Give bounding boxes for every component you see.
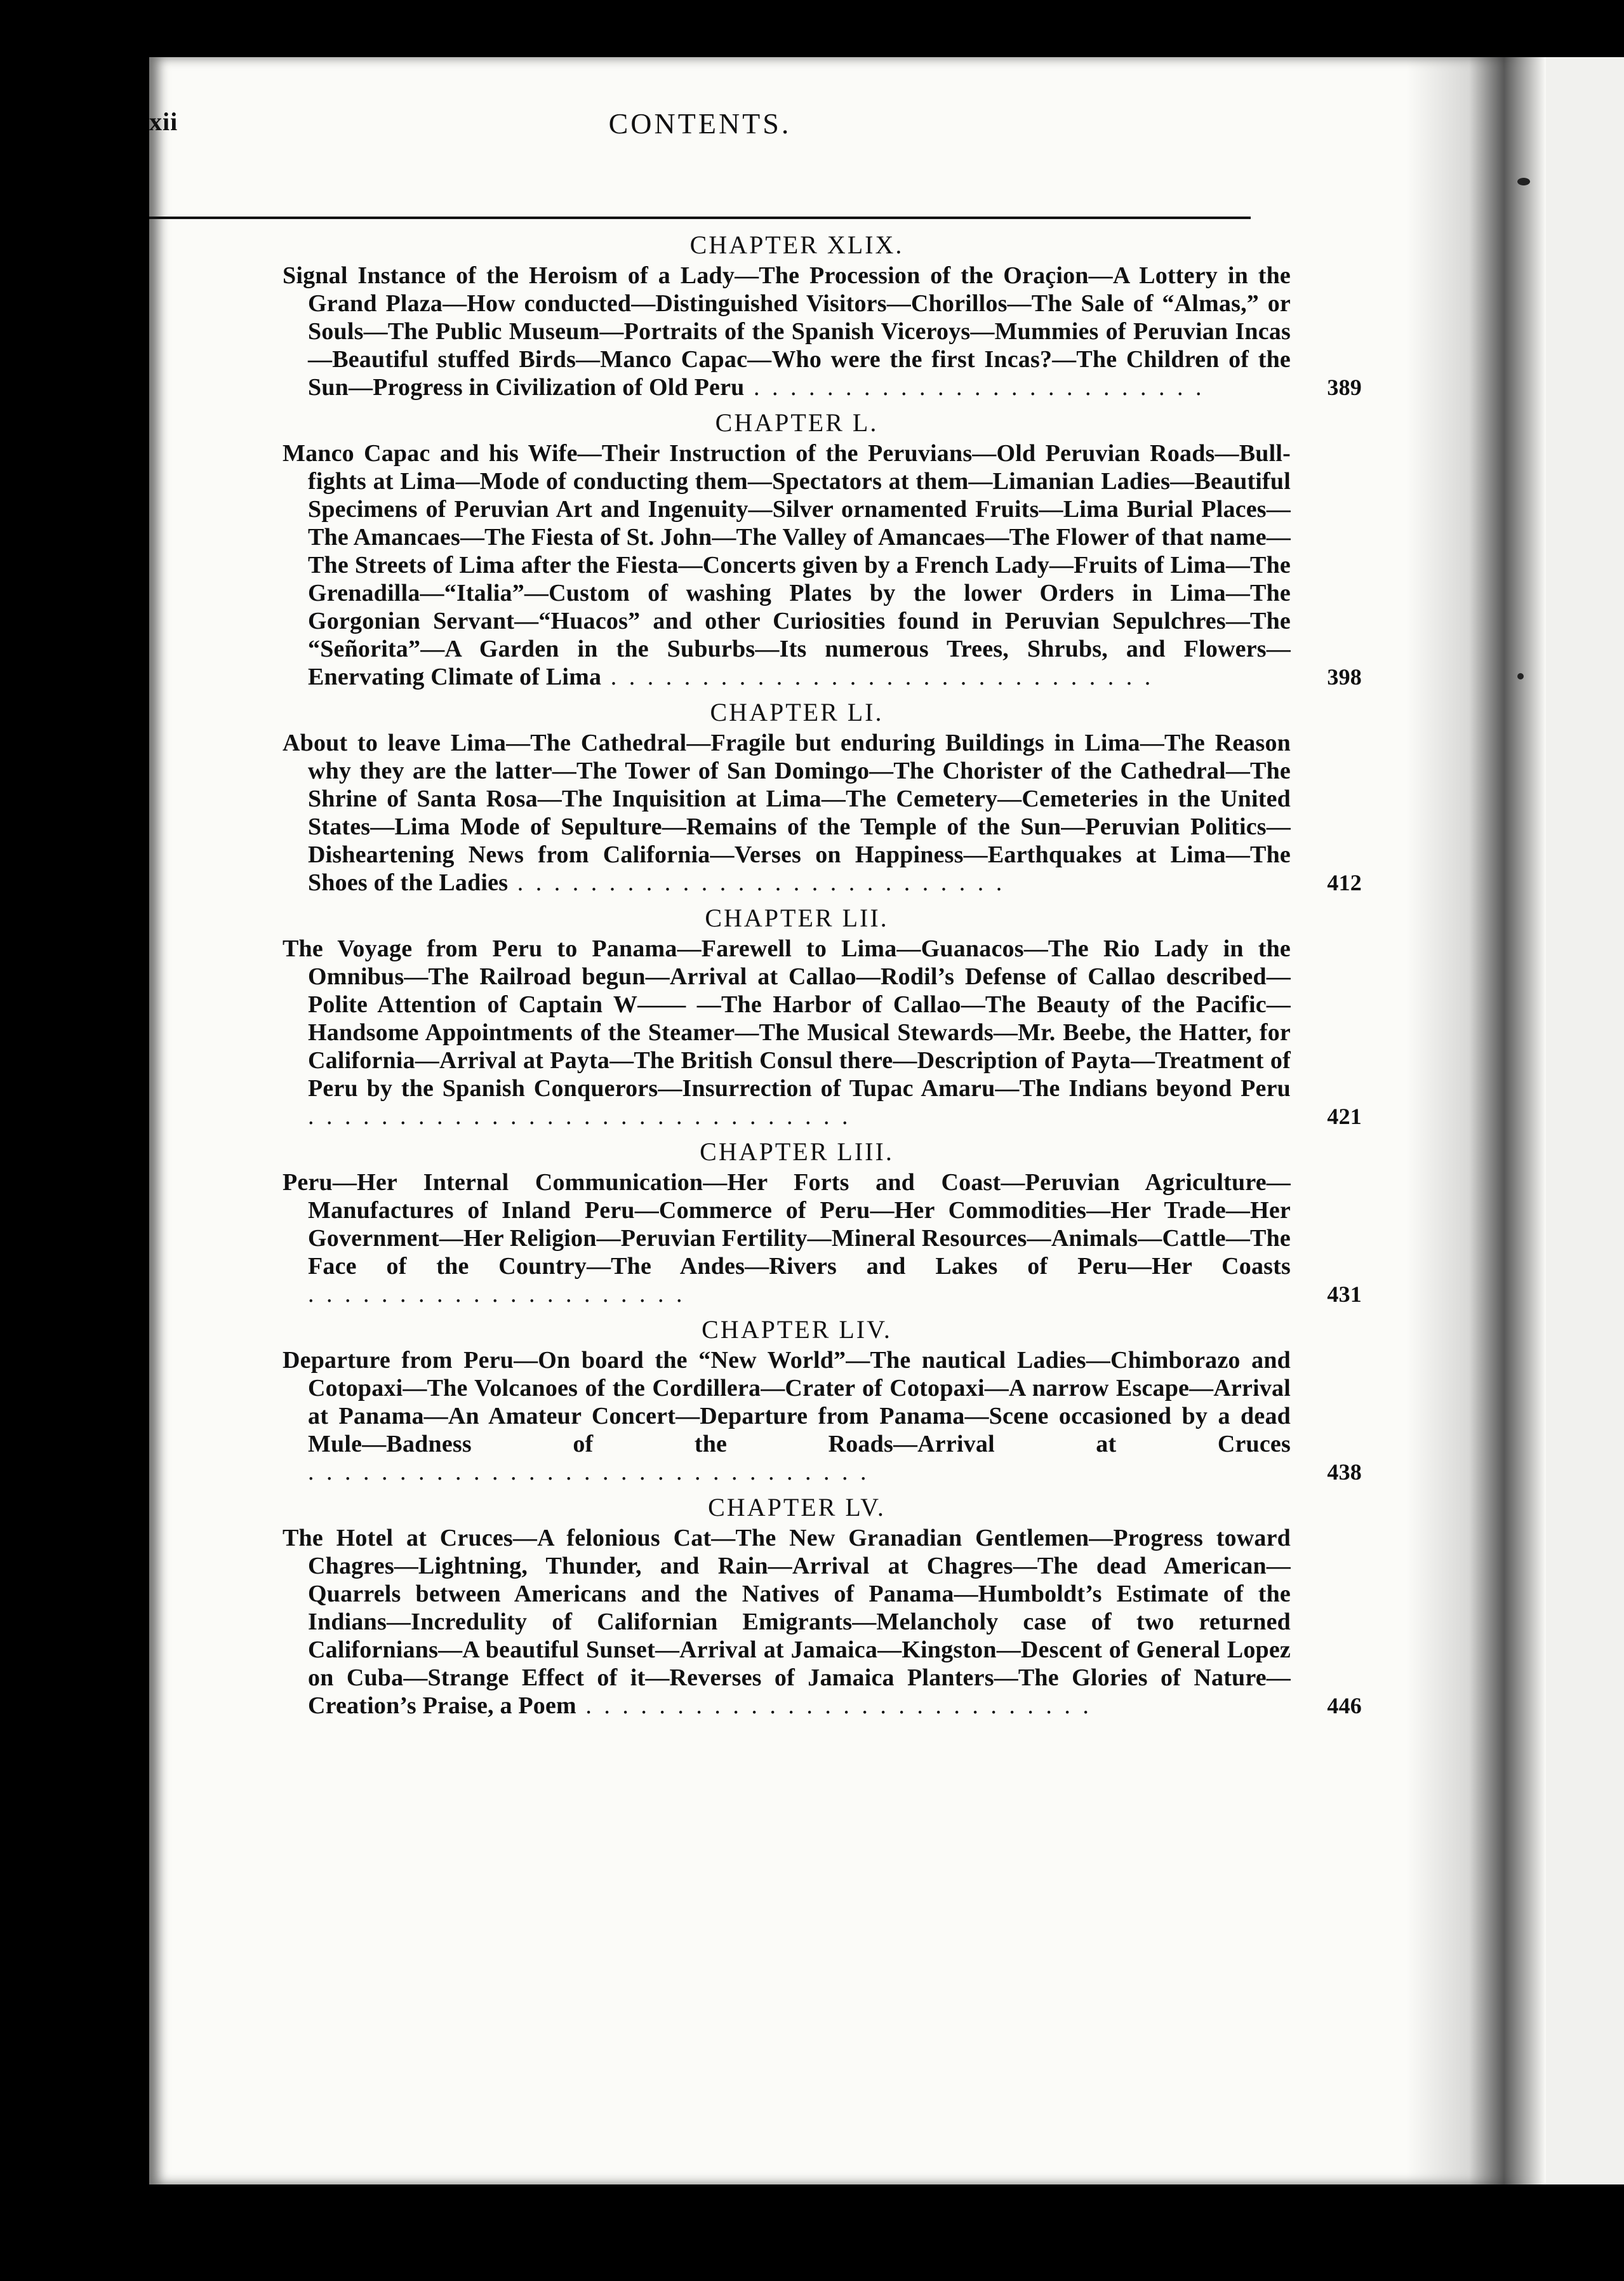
chapter-summary [283, 439, 1362, 691]
chapter-entry [283, 902, 1362, 1130]
page-reference: 389 [1327, 375, 1362, 400]
ink-speck [1517, 673, 1524, 679]
page-reference: 398 [1327, 664, 1362, 690]
chapter-entry [283, 1135, 1362, 1308]
chapter-heading: CHAPTER LIII. [700, 1137, 894, 1166]
chapter-summary-text: Peru—Her Internal Communication—Her Forts and Coast—Peruvian Agriculture—Manufactures of Inland Peru—Commerce of Peru—Her Commodities—Her Trade—Her Government—Her Religion—Peruvian Fertility—Mineral Resources—Animals—Cattle—The Face of the Country—The Andes—Rivers and Lakes of Peru—Her Coasts [283, 1169, 1291, 1280]
chapter-entry [283, 229, 1362, 401]
dot-leaders: . . . . . . . . . . . . . . . . . . . . . . . . . . . . [576, 1692, 1092, 1719]
chapter-summary [283, 1524, 1362, 1720]
chapter-heading: CHAPTER L. [715, 408, 879, 437]
chapter-heading: CHAPTER LII. [705, 904, 889, 932]
chapter-summary [283, 1168, 1362, 1308]
contents-list [283, 229, 1362, 1725]
chapter-summary-text: Departure from Peru—On board the “New World”—The nautical Ladies—Chimborazo and Cotopaxi—The Volcanoes of the Cordillera—Crater of Cotopaxi—A narrow Escape—Arrival at Panama—An Amateur Concert—Departure from Panama—Scene occasioned by a dead Mule—Badness of the Roads—Arrival at Cruces [283, 1347, 1291, 1457]
chapter-summary-text: Manco Capac and his Wife—Their Instruction of the Peruvians—Old Peruvian Roads—Bull-fights at Lima—Mode of conducting them—Spectators at them—Limanian Ladies—Beautiful Specimens of Peruvian Art and Ingenuity—Silver ornamented Fruits—Lima Burial Places—The Amancaes—The Fiesta of St. John—The Valley of Amancaes—The Flower of that name—The Streets of Lima after the Fiesta—Concerts given by a French Lady—Fruits of Lima—The Grenadilla—“Italia”—Custom of washing Plates by the lower Orders in Lima—The Gorgonian Servant—“Huacos” and other Curiosities found in Peruvian Sepulchres—The “Señorita”—A Garden in the Suburbs—Its numerous Trees, Shrubs, and Flowers—Enervating Climate of Lima [283, 440, 1291, 690]
chapter-summary-text: Signal Instance of the Heroism of a Lady—The Procession of the Oraçion—A Lottery in the Grand Plaza—How conducted—Distinguished Visitors—Chorillos—The Sale of “Almas,” or Souls—The Public Museum—Portraits of the Spanish Viceroys—Mummies of Peruvian Incas—Beautiful stuffed Birds—Manco Capac—Who were the first Incas?—The Children of the Sun—Progress in Civilization of Old Peru [283, 262, 1291, 401]
chapter-heading: CHAPTER LI. [710, 698, 884, 726]
dot-leaders: . . . . . . . . . . . . . . . . . . . . . . . . . . . [508, 869, 1006, 896]
page-reference: 446 [1327, 1693, 1362, 1718]
chapter-entry [283, 1491, 1362, 1720]
ink-speck [1517, 178, 1530, 185]
chapter-summary-text: The Hotel at Cruces—A felonious Cat—The New Granadian Gentlemen—Progress toward Chagres—Lightning, Thunder, and Rain—Arrival at Chagres—The dead American—Quarrels between Americans and the Natives of Panama—Humboldt’s Estimate of the Indians—Incredulity of Californian Emigrants—Melancholy case of two returned Californians—A beautiful Sunset—Arrival at Jamaica—Kingston—Descent of General Lopez on Cuba—Strange Effect of it—Reverses of Jamaica Planters—The Glories of Nature—Creation’s Praise, a Poem [283, 1525, 1291, 1719]
dot-leaders: . . . . . . . . . . . . . . . . . . . . . . . . . . . . . . [308, 1103, 851, 1130]
dot-leaders: . . . . . . . . . . . . . . . . . . . . . [308, 1281, 686, 1308]
scan-border [0, 0, 146, 2281]
chapter-summary-text: About to leave Lima—The Cathedral—Fragile but enduring Buildings in Lima—The Reason why they are the latter—The Tower of San Domingo—The Chorister of the Cathedral—The Shrine of Santa Rosa—The Inquisition at Lima—The Cemetery—Cemeteries in the United States—Lima Mode of Sepulture—Remains of the Temple of the Sun—Peruvian Politics—Disheartening News from California—Verses on Happiness—Earthquakes at Lima—The Shoes of the Ladies [283, 730, 1291, 896]
binding-shadow [1406, 57, 1546, 2184]
chapter-summary [283, 262, 1362, 401]
dot-leaders: . . . . . . . . . . . . . . . . . . . . . . . . . [744, 374, 1205, 401]
chapter-summary [283, 729, 1362, 897]
chapter-heading: CHAPTER LV. [708, 1493, 886, 1522]
chapter-entry [283, 1313, 1362, 1486]
dot-leaders: . . . . . . . . . . . . . . . . . . . . . . . . . . . . . . [601, 664, 1154, 690]
chapter-entry [283, 406, 1362, 691]
chapter-heading: CHAPTER XLIX. [689, 231, 904, 259]
chapter-entry [283, 696, 1362, 897]
page-reference: 421 [1327, 1104, 1362, 1129]
dot-leaders: . . . . . . . . . . . . . . . . . . . . . . . . . . . . . . . [308, 1459, 870, 1485]
page-reference: 412 [1327, 870, 1362, 895]
page-header [149, 107, 1251, 170]
chapter-summary [283, 935, 1362, 1130]
chapter-heading: CHAPTER LIV. [702, 1315, 892, 1344]
page-title: CONTENTS. [608, 107, 792, 140]
chapter-summary-text: The Voyage from Peru to Panama—Farewell to Lima—Guanacos—The Rio Lady in the Omnibus—The Railroad begun—Arrival at Callao—Rodil’s Defense of Callao described—Polite Attention of Captain W—— —The Harbor of Callao—The Beauty of the Pacific—Handsome Appointments of the Steamer—The Musical Stewards—Mr. Beebe, the Hatter, for California—Arrival at Payta—The British Consul there—Description of Payta—Treatment of Peru by the Spanish Conquerors—Insurrection of Tupac Amaru—The Indians beyond Peru [283, 935, 1291, 1102]
header-rule [149, 217, 1251, 219]
page-reference: 431 [1327, 1281, 1362, 1307]
chapter-summary [283, 1346, 1362, 1486]
facing-page-edge [1546, 57, 1624, 2184]
page-reference: 438 [1327, 1459, 1362, 1485]
page-number: xii [149, 107, 178, 136]
